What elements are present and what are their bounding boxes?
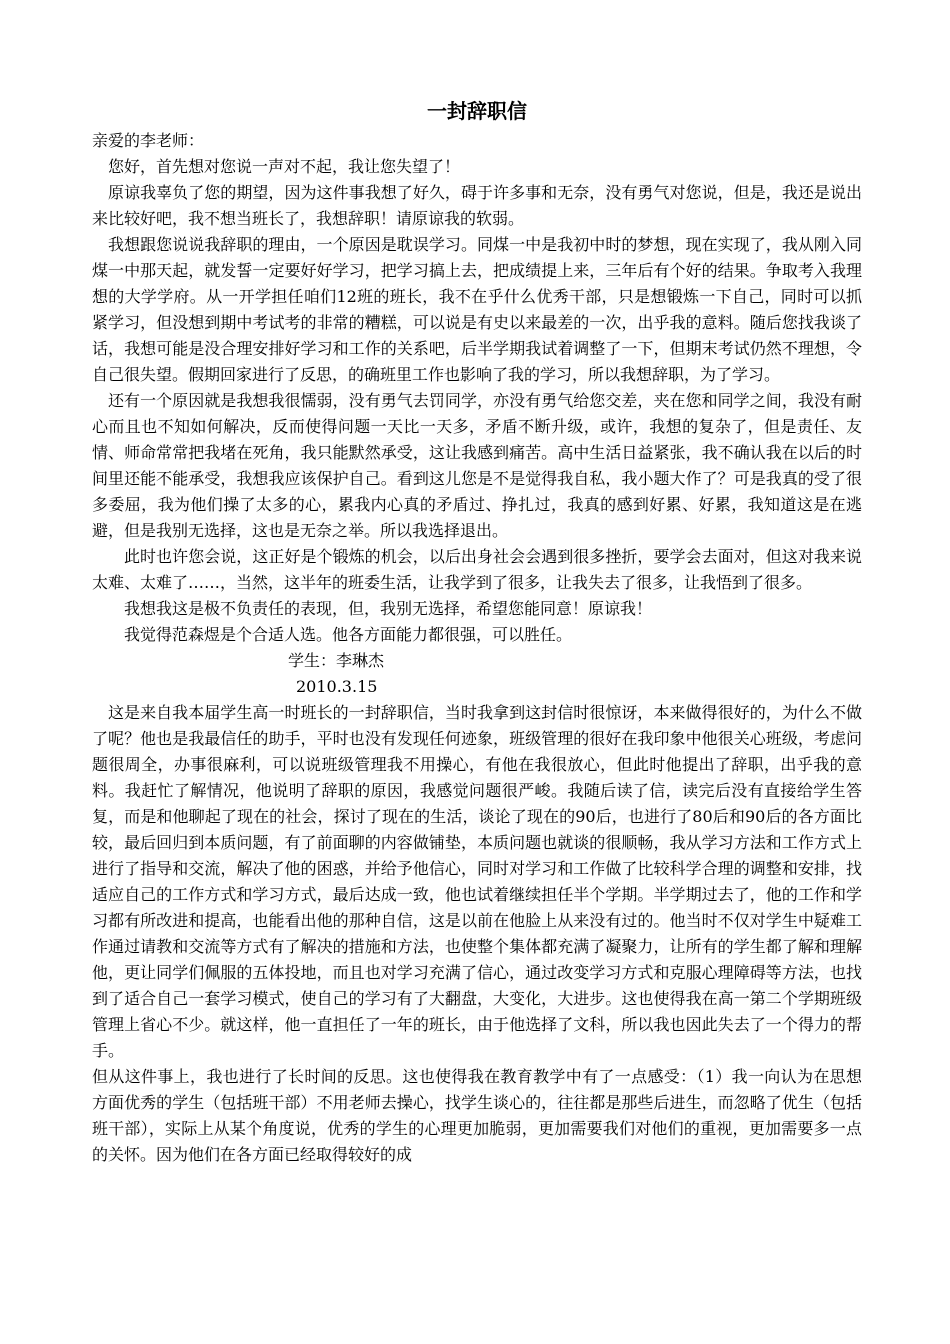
signature-date: 2010.3.15 bbox=[296, 677, 378, 696]
commentary-paragraph-1: 这是来自我本届学生高一时班长的一封辞职信，当时我拿到这封信时很惊讶，本来做得很好的，为什么不做了呢？他也是我最信任的助手，平时也没有发现任何迹象，班级管理的很好在我印象中他很关心班级，考虑问题很周全，办事很麻利，可以说班级管理我不用操心，有他在我很放心，但此时他提出了辞职，出乎我的意料。我赶忙了解情况，他说明了辞职的原因，我感觉问题很严峻。我随后读了信，读完后没有直接给学生答复，而是和他聊起了现在的社会，探讨了现在的生活，谈论了现在的90后，也进行了80后和90后的各方面比较，最后回归到本质问题，有了前面聊的内容做铺垫，本质问题也就谈的很顺畅，我从学习方法和工作方式上进行了指导和交流，解决了他的困惑，并给予他信心，同时对学习和工作做了比较科学合理的调整和安排，找适应自己的工作方式和学习方式，最后达成一致，他也试着继续担任半个学期。半学期过去了，他的工作和学习都有所改进和提高，也能看出他的那种自信，这是以前在他脸上从来没有过的。他当时不仅对学生中疑难工作通过请教和交流等方式有了解决的措施和方法，也使整个集体都充满了凝聚力，让所有的学生都了解和理解他，更让同学们佩服的五体投地，而且也对学习充满了信心，通过改变学习方式和克服心理障碍等方法，也找到了适合自己一套学习模式，使自己的学习有了大翻盘，大变化，大进步。这也使得我在高一第二个学期班级管理上省心不少。就这样，他一直担任了一年的班长，由于他选择了文科，所以我也因此失去了一个得力的帮手。 bbox=[92, 703, 862, 1060]
letter-paragraph-4: 还有一个原因就是我想我很懦弱，没有勇气去罚同学，亦没有勇气给您交差，夹在您和同学之间，我没有耐心而且也不知如何解决，反而使得问题一天比一天多，矛盾不断升级，或许，我想的复杂了，但是责任、友情、师命常常把我堵在死角，我只能默然承受，这让我感到痛苦。高中生活日益紧张，我不确认我在以后的时间里还能不能承受，我想我应该保护自己。看到这儿您是不是觉得我自私，我小题大作了？可是我真的受了很多委屈，我为他们操了太多的心，累我内心真的矛盾过、挣扎过，我真的感到好累、好累，我知道这是在逃避，但是我别无选择，这也是无奈之举。所以我选择退出。 bbox=[92, 391, 862, 540]
commentary-paragraph-2: 但从这件事上，我也进行了长时间的反思。这也使得我在教育教学中有了一点感受：（1）我一向认为在思想方面优秀的学生（包括班干部）不用老师去操心，找学生谈心的，往往都是那些后进生，而忽略了优生（包括班干部），实际上从某个角度说，优秀的学生的心理更加脆弱，更加需要我们对他们的重视，更加需要多一点的关怀。因为他们在各方面已经取得较好的成 bbox=[92, 1067, 862, 1164]
letter-paragraph-7: 我觉得范森煜是个合适人选。他各方面能力都很强，可以胜任。 bbox=[124, 625, 573, 644]
letter-paragraph-6: 我想我这是极不负责任的表现，但，我别无选择，希望您能同意！原谅我！ bbox=[124, 599, 653, 618]
letter-greeting: 亲爱的李老师： bbox=[92, 131, 205, 150]
letter-paragraph-1: 您好，首先想对您说一声对不起，我让您失望了！ bbox=[108, 157, 461, 176]
letter-paragraph-5: 此时也许您会说，这正好是个锻炼的机会，以后出身社会会遇到很多挫折，要学会去面对，但这对我来说太难、太难了……，当然，这半年的班委生活，让我学到了很多，让我失去了很多，让我悟到了很多。 bbox=[92, 547, 862, 592]
document-page bbox=[92, 96, 862, 1168]
letter-paragraph-2: 原谅我辜负了您的期望，因为这件事我想了好久，碍于许多事和无奈，没有勇气对您说，但是，我还是说出来比较好吧，我不想当班长了，我想辞职！请原谅我的软弱。 bbox=[92, 183, 862, 228]
signature-name: 学生：李琳杰 bbox=[288, 651, 385, 670]
document-title: 一封辞职信 bbox=[427, 99, 527, 123]
letter-paragraph-3: 我想跟您说说我辞职的理由，一个原因是耽误学习。同煤一中是我初中时的梦想，现在实现了，我从刚入同煤一中那天起，就发誓一定要好好学习，把学习搞上去，把成绩提上来，三年后有个好的结果。争取考入我理想的大学学府。从一开学担任咱们12班的班长，我不在乎什么优秀干部，只是想锻炼一下自己，同时可以抓紧学习，但没想到期中考试考的非常的糟糕，可以说是有史以来最差的一次，出乎我的意料。随后您找我谈了话，我想可能是没合理安排好学习和工作的关系吧，后半学期我试着调整了一下，但期末考试仍然不理想，令自己很失望。假期回家进行了反思，的确班里工作也影响了我的学习，所以我想辞职，为了学习。 bbox=[92, 235, 862, 384]
